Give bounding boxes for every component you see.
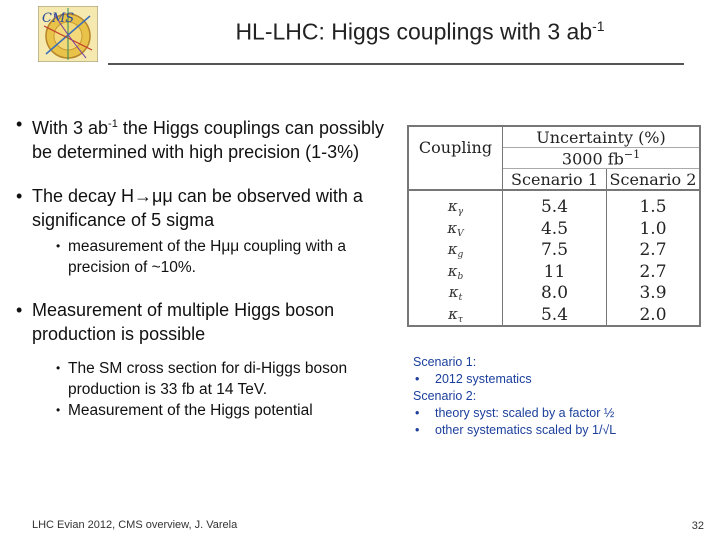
scenario-1-value: 4.5 [503,218,607,240]
header-uncertainty: Uncertainty (%) [503,126,701,148]
scenario-1-value: 7.5 [503,239,607,261]
slide-title [150,18,690,46]
footer-text: LHC Evian 2012, CMS overview, J. Varela [32,519,238,531]
subbullet-dihiggs: • The SM cross section for di-Higgs boson production is 33 fb at 14 TeV. [16,358,396,400]
bullet-multiple-higgs: • Measurement of multiple Higgs boson production is possible [16,298,396,346]
scenario-1-value: 5.4 [503,304,607,327]
table-row [408,239,700,261]
table-row [408,282,700,304]
scenario-2-value: 1.5 [607,196,701,218]
scenario-2-value: 2.7 [607,239,701,261]
scenario-2-value: 3.9 [607,282,701,304]
scenario-2-value: 2.0 [607,304,701,327]
bullet-text-part: With 3 ab [32,118,109,138]
title-superscript: -1 [592,18,605,34]
table-row [408,218,700,240]
bullet-text-part: the Higgs couplings can possibly be determined with high precision (1-3%) [32,118,384,162]
header-coupling: Coupling [408,126,503,169]
luminosity-value: 3000 fb [561,149,624,169]
bullet-couplings [16,112,396,164]
coupling-label: $\kappa_\gamma$ [408,196,503,218]
scenario-2-item: • other systematics scaled by 1/√L [413,422,713,439]
header-scenario-1: Scenario 1 [503,169,607,191]
scenario-1-title: Scenario 1: [413,355,477,369]
bullet-superscript: -1 [108,118,118,130]
table-row [408,196,700,218]
scenario-1-value: 8.0 [503,282,607,304]
cms-logo [38,6,98,62]
page-number: 32 [691,520,704,532]
logo-text: CMS [42,11,75,26]
coupling-label: $\kappa_t$ [408,282,503,304]
header-coupling-spacer [408,169,503,191]
cms-logo-graphic [38,6,98,62]
bullet-decay: • The decay H→μμ can be observed with a significance of 5 sigma [16,184,396,232]
bullet-list [16,112,396,421]
subbullet-hmumu: • measurement of the Hμμ coupling with a precision of ~10%. [16,236,396,278]
title-main: HL-LHC: Higgs couplings with 3 ab [235,18,593,45]
luminosity-sup: −1 [623,148,641,161]
coupling-label: $\kappa_V$ [408,218,503,240]
header-scenario-2: Scenario 2 [607,169,701,191]
scenario-notes [413,354,713,439]
table-row [408,261,700,283]
scenario-2-title: Scenario 2: [413,389,477,403]
coupling-label: $\kappa_b$ [408,261,503,283]
title-rule [108,63,684,65]
header-luminosity [503,148,701,169]
table-row [408,304,700,327]
coupling-label: $\kappa_\tau$ [408,304,503,327]
scenario-1-value: 11 [503,261,607,283]
subbullet-potential: • Measurement of the Higgs potential [16,400,396,421]
scenario-1-value: 5.4 [503,196,607,218]
scenario-2-value: 1.0 [607,218,701,240]
scenario-2-value: 2.7 [607,261,701,283]
uncertainty-table [407,125,701,327]
scenario-1-item: • 2012 systematics [413,371,713,388]
scenario-2-item: • theory syst: scaled by a factor ½ [413,405,713,422]
coupling-label: $\kappa_g$ [408,239,503,261]
